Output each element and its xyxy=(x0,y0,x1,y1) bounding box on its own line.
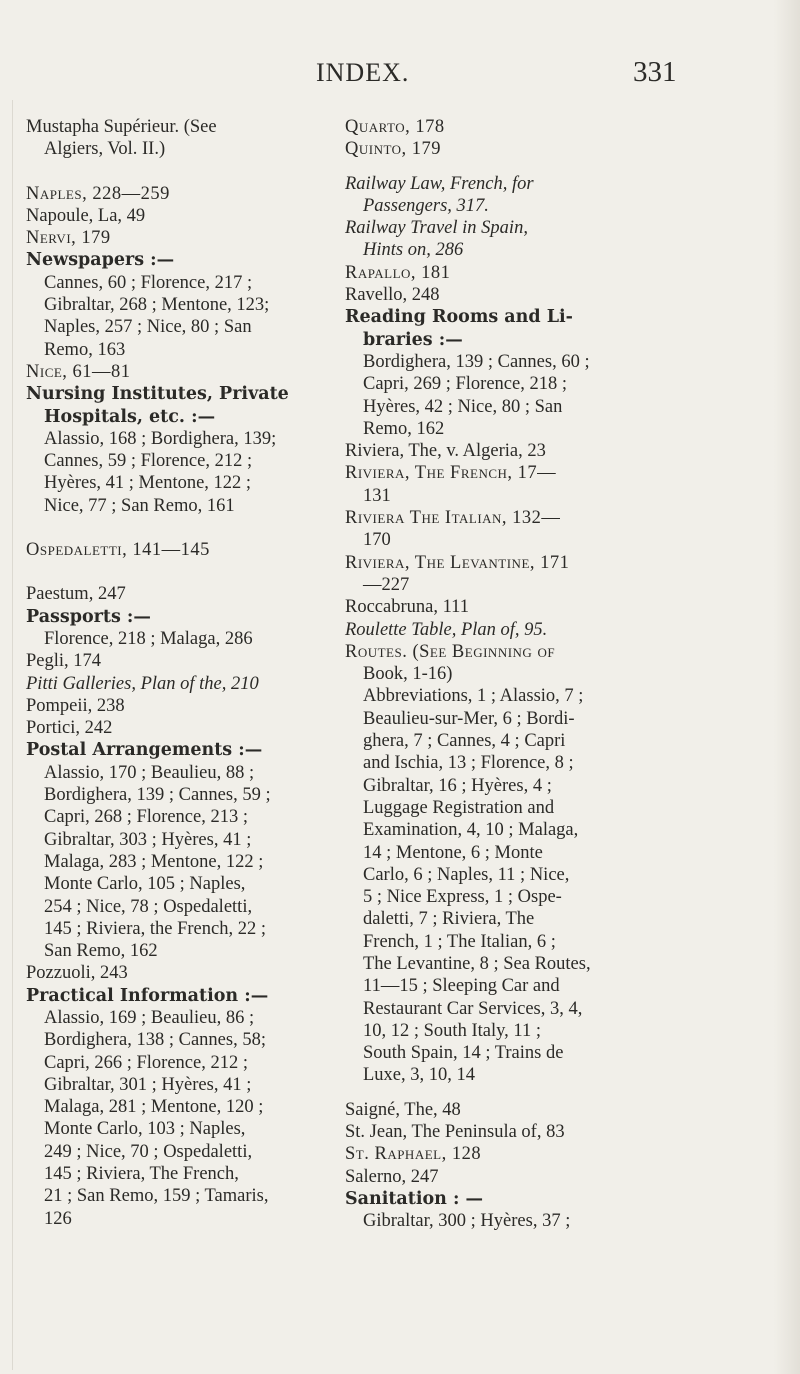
entry-spacer xyxy=(345,1087,665,1099)
index-entry: Rapallo, 181 xyxy=(345,262,451,283)
index-entry: Quinto, 179 xyxy=(345,139,442,160)
index-entry: Reading Rooms and Li- xyxy=(345,307,573,328)
index-subentry: Abbreviations, 1 ; Alassio, 7 ; xyxy=(363,686,584,707)
index-entry: Pozzuoli, 243 xyxy=(26,963,128,984)
index-subentry: Capri, 266 ; Florence, 212 ; xyxy=(44,1052,248,1073)
index-subentry: Monte Carlo, 103 ; Naples, xyxy=(44,1119,246,1140)
index-subentry: Capri, 268 ; Florence, 213 ; xyxy=(44,807,248,828)
index-subentry: Gibraltar, 300 ; Hyères, 37 ; xyxy=(363,1211,571,1232)
index-subentry: Florence, 218 ; Malaga, 286 xyxy=(44,628,253,649)
index-subentry: —227 xyxy=(363,574,410,595)
index-entry: Riviera, The Levantine, 171 xyxy=(345,552,570,573)
index-subentry: Examination, 4, 10 ; Malaga, xyxy=(363,820,579,841)
index-entry: St. Raphael, 128 xyxy=(345,1144,482,1165)
index-subentry: Carlo, 6 ; Naples, 11 ; Nice, xyxy=(363,864,570,885)
index-subentry: Bordighera, 138 ; Cannes, 58; xyxy=(44,1030,266,1051)
index-subentry: Hospitals, etc. :— xyxy=(44,406,216,427)
index-subentry: Bordighera, 139 ; Cannes, 59 ; xyxy=(44,785,271,806)
index-entry: Postal Arrangements :— xyxy=(26,740,263,761)
index-subentry: Cannes, 60 ; Florence, 217 ; xyxy=(44,272,253,293)
index-entry: Naples, 228—259 xyxy=(26,183,170,204)
index-subentry: Gibraltar, 16 ; Hyères, 4 ; xyxy=(363,775,552,796)
index-entry: Roulette Table, Plan of, 95. xyxy=(345,619,548,640)
index-entry: Riviera The Italian, 132— xyxy=(345,508,561,529)
index-entry: Mustapha Supérieur. (See xyxy=(26,117,217,137)
index-entry: Salerno, 247 xyxy=(345,1166,439,1187)
index-subentry: Book, 1-16) xyxy=(363,664,453,685)
index-entry: Routes. (See Beginning of xyxy=(345,641,556,662)
index-entry: Portici, 242 xyxy=(26,718,113,739)
index-subentry: Gibraltar, 268 ; Mentone, 123; xyxy=(44,295,270,316)
index-subentry: Algiers, Vol. II.) xyxy=(44,139,166,160)
entry-spacer xyxy=(26,561,346,583)
index-subentry: 249 ; Nice, 70 ; Ospedaletti, xyxy=(44,1141,253,1162)
running-title: INDEX. xyxy=(316,58,410,87)
index-subentry: Gibraltar, 301 ; Hyères, 41 ; xyxy=(44,1074,252,1095)
index-subentry: Bordighera, 139 ; Cannes, 60 ; xyxy=(363,351,590,372)
index-entry: Paestum, 247 xyxy=(26,584,126,605)
index-entry: Railway Travel in Spain, xyxy=(345,218,528,239)
index-subentry: Beaulieu-sur-Mer, 6 ; Bordi- xyxy=(363,708,575,729)
index-subentry: daletti, 7 ; Riviera, The xyxy=(363,909,535,930)
index-entry: Riviera, The, v. Algeria, 23 xyxy=(345,441,546,462)
index-subentry: ghera, 7 ; Cannes, 4 ; Capri xyxy=(363,731,566,752)
index-entry: Newspapers :— xyxy=(26,250,175,271)
index-entry: Ravello, 248 xyxy=(345,285,440,306)
index-subentry: The Levantine, 8 ; Sea Routes, xyxy=(363,953,591,974)
index-subentry: Naples, 257 ; Nice, 80 ; San xyxy=(44,317,252,338)
index-entry: Nervi, 179 xyxy=(26,228,111,249)
index-subentry: 170 xyxy=(363,530,391,551)
index-subentry: 126 xyxy=(44,1208,72,1229)
index-entry: Ospedaletti, 141—145 xyxy=(26,540,210,561)
index-entry: Nice, 61—81 xyxy=(26,361,131,382)
index-subentry: Remo, 162 xyxy=(363,418,445,439)
index-subentry: San Remo, 162 xyxy=(44,941,158,962)
index-entry: Saigné, The, 48 xyxy=(345,1099,461,1120)
index-subentry: 10, 12 ; South Italy, 11 ; xyxy=(363,1020,541,1041)
page-edge-shadow xyxy=(774,0,800,1374)
index-subentry: South Spain, 14 ; Trains de xyxy=(363,1043,564,1064)
index-subentry: Capri, 269 ; Florence, 218 ; xyxy=(363,374,567,395)
index-subentry: 11—15 ; Sleeping Car and xyxy=(363,976,560,997)
index-entry: Pitti Galleries, Plan of the, 210 xyxy=(26,673,259,694)
index-entry: Pegli, 174 xyxy=(26,651,102,672)
index-subentry: French, 1 ; The Italian, 6 ; xyxy=(363,931,556,952)
index-column-right xyxy=(345,116,665,1233)
index-subentry: Alassio, 169 ; Beaulieu, 86 ; xyxy=(44,1007,255,1028)
index-entry: Railway Law, French, for xyxy=(345,173,534,194)
index-subentry: Luggage Registration and xyxy=(363,797,555,818)
index-subentry: Cannes, 59 ; Florence, 212 ; xyxy=(44,451,253,472)
entry-spacer xyxy=(26,517,346,539)
index-subentry: Alassio, 170 ; Beaulieu, 88 ; xyxy=(44,762,255,783)
index-column-left xyxy=(26,116,346,1230)
index-subentry: Monte Carlo, 105 ; Naples, xyxy=(44,874,246,895)
index-entry: Sanitation : — xyxy=(345,1188,484,1209)
index-subentry: Malaga, 281 ; Mentone, 120 ; xyxy=(44,1097,264,1118)
entry-spacer xyxy=(345,161,665,173)
index-subentry: 21 ; San Remo, 159 ; Tamaris, xyxy=(44,1186,269,1207)
index-entry: Quarto, 178 xyxy=(345,117,445,137)
index-subentry: 5 ; Nice Express, 1 ; Ospe- xyxy=(363,887,562,908)
index-subentry: 254 ; Nice, 78 ; Ospedaletti, xyxy=(44,896,253,917)
index-entry: Pompeii, 238 xyxy=(26,695,125,716)
page-gutter xyxy=(12,100,13,1370)
index-subentry: 14 ; Mentone, 6 ; Monte xyxy=(363,842,543,863)
index-subentry: Gibraltar, 303 ; Hyères, 41 ; xyxy=(44,829,252,850)
page-number: 331 xyxy=(633,56,677,88)
index-subentry: 145 ; Riviera, the French, 22 ; xyxy=(44,918,266,939)
index-entry: Riviera, The French, 17— xyxy=(345,463,557,484)
index-subentry: Hyères, 41 ; Mentone, 122 ; xyxy=(44,473,252,494)
index-subentry: Restaurant Car Services, 3, 4, xyxy=(363,998,583,1019)
index-subentry: Hints on, 286 xyxy=(363,240,464,261)
index-subentry: Remo, 163 xyxy=(44,339,126,360)
index-entry: Practical Information :— xyxy=(26,985,269,1006)
index-subentry: 131 xyxy=(363,485,391,506)
page-header xyxy=(0,52,800,92)
index-entry: Roccabruna, 111 xyxy=(345,597,469,618)
index-subentry: and Ischia, 13 ; Florence, 8 ; xyxy=(363,753,574,774)
index-entry: Nursing Institutes, Private xyxy=(26,384,289,405)
index-entry: Passports :— xyxy=(26,606,151,627)
index-entry: Napoule, La, 49 xyxy=(26,205,146,226)
index-entry: St. Jean, The Peninsula of, 83 xyxy=(345,1122,565,1143)
entry-spacer xyxy=(26,161,346,183)
index-subentry: Nice, 77 ; San Remo, 161 xyxy=(44,495,235,516)
index-subentry: 145 ; Riviera, The French, xyxy=(44,1164,239,1185)
index-subentry: braries :— xyxy=(363,329,463,350)
index-subentry: Luxe, 3, 10, 14 xyxy=(363,1065,476,1086)
index-subentry: Malaga, 283 ; Mentone, 122 ; xyxy=(44,851,264,872)
index-subentry: Passengers, 317. xyxy=(363,195,489,216)
index-subentry: Alassio, 168 ; Bordighera, 139; xyxy=(44,428,277,449)
index-subentry: Hyères, 42 ; Nice, 80 ; San xyxy=(363,396,563,417)
